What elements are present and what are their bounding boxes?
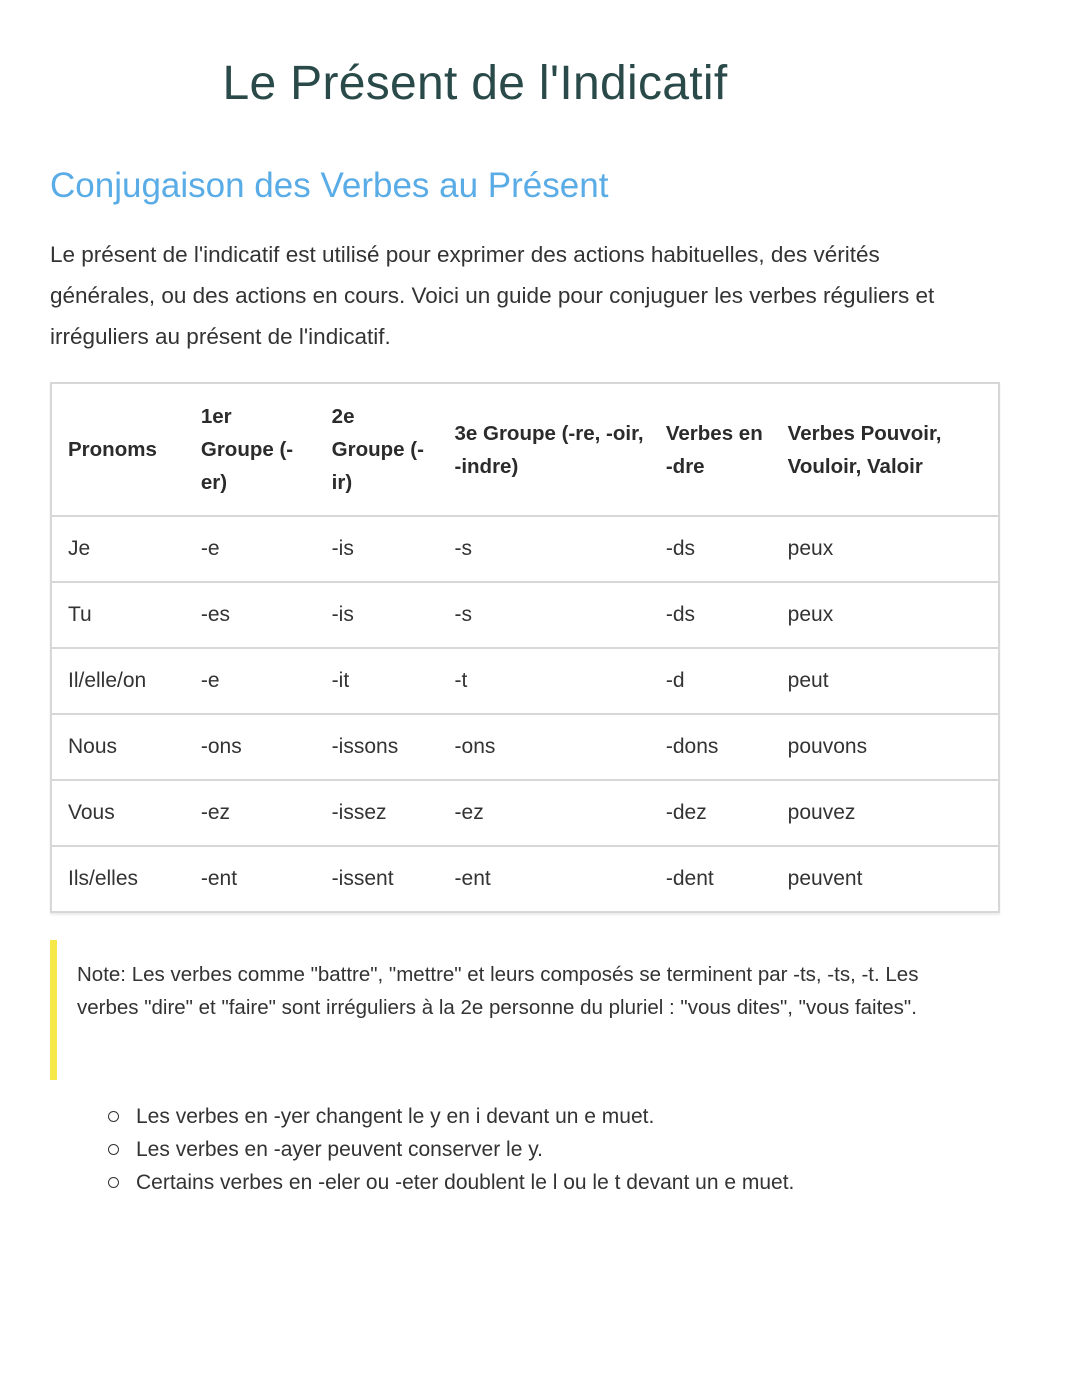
cell-1er-groupe: -ent xyxy=(200,867,238,890)
cell-verbes-en-dre: -ds xyxy=(650,516,772,582)
list-item xyxy=(134,1166,794,1199)
cell-3e-groupe: -s xyxy=(439,582,650,648)
cell-3e-groupe: -t xyxy=(439,648,650,714)
cell-1er-groupe: -e xyxy=(185,516,316,582)
intro-paragraph: Le présent de l'indicatif est utilisé pour exprimer des actions habituelles, des vérités générales, ou des actions en cours. Voici un guide pour conjuguer les verbes réguliers et irréguliers au présent de l'indicatif. xyxy=(50,242,935,349)
cell-2e-groupe: -is xyxy=(316,516,439,582)
cell-verbes-en-dre: -dez xyxy=(650,780,772,846)
cell-verbes-en-dre: -dent xyxy=(665,867,714,890)
table-row xyxy=(51,648,999,714)
section-heading: Conjugaison des Verbes au Présent xyxy=(50,166,609,205)
cell-pouvoir: pouvez xyxy=(772,780,999,846)
cell-verbes-en-dre: -ds xyxy=(650,582,772,648)
cell-pronom: Vous xyxy=(51,780,185,846)
cell-3e-groupe: -ent xyxy=(454,867,491,890)
cell-2e-groupe: -issez xyxy=(316,780,439,846)
cell-pouvoir: peux xyxy=(772,582,999,648)
table-row xyxy=(51,516,999,582)
cell-pronom: Je xyxy=(51,516,185,582)
table-row xyxy=(51,714,999,780)
circle-bullet-icon xyxy=(108,1144,119,1155)
cell-pouvoir: peuvent xyxy=(787,867,863,890)
list-item-text: Les verbes en -yer changent le y en i devant un e muet. xyxy=(136,1105,655,1128)
header-1er-groupe: 1er Groupe (-er) xyxy=(185,383,316,516)
list-item-text: Certains verbes en -eler ou -eter doublent le l ou le t devant un e muet. xyxy=(136,1171,795,1194)
cell-pouvoir: peut xyxy=(772,648,999,714)
cell-2e-groupe: -issent xyxy=(331,867,394,890)
conjugation-table xyxy=(50,382,1000,913)
cell-pronom: Tu xyxy=(51,582,185,648)
table-header-row xyxy=(51,383,999,516)
cell-pouvoir: peux xyxy=(772,516,999,582)
cell-pronom: Il/elle/on xyxy=(51,648,185,714)
cell-2e-groupe: -issons xyxy=(316,714,439,780)
cell-verbes-en-dre: -d xyxy=(650,648,772,714)
cell-pronom: Ils/elles xyxy=(68,867,139,890)
cell-1er-groupe: -ons xyxy=(185,714,316,780)
cell-1er-groupe: -es xyxy=(185,582,316,648)
header-3e-groupe: 3e Groupe (-re, -oir, -indre) xyxy=(439,383,650,516)
cell-2e-groupe: -it xyxy=(316,648,439,714)
cell-verbes-en-dre: -dons xyxy=(650,714,772,780)
cell-1er-groupe: -ez xyxy=(185,780,316,846)
circle-bullet-icon xyxy=(108,1111,119,1122)
rules-list xyxy=(134,1100,794,1199)
list-item xyxy=(134,1133,794,1166)
cell-1er-groupe: -e xyxy=(185,648,316,714)
cell-pouvoir: pouvons xyxy=(772,714,999,780)
header-2e-groupe: 2e Groupe (-ir) xyxy=(316,383,439,516)
table-row xyxy=(51,846,999,912)
header-pouvoir-vouloir-valoir: Verbes Pouvoir, Vouloir, Valoir xyxy=(772,383,999,516)
table-row xyxy=(51,780,999,846)
header-verbes-en-dre: Verbes en -dre xyxy=(650,383,772,516)
header-pronoms: Pronoms xyxy=(51,383,185,516)
list-item xyxy=(134,1100,794,1133)
circle-bullet-icon xyxy=(108,1177,119,1188)
cell-3e-groupe: -s xyxy=(439,516,650,582)
cell-pronom: Nous xyxy=(51,714,185,780)
page-title: Le Présent de l'Indicatif xyxy=(222,57,728,110)
list-item-text: Les verbes en -ayer peuvent conserver le y. xyxy=(136,1138,543,1161)
cell-2e-groupe: -is xyxy=(316,582,439,648)
table-row xyxy=(51,582,999,648)
cell-3e-groupe: -ez xyxy=(439,780,650,846)
cell-3e-groupe: -ons xyxy=(439,714,650,780)
note-callout: Note: Les verbes comme "battre", "mettre" et leurs composés se terminent par -ts, -ts, -t. Les verbes "dire" et "faire" sont irréguliers à la 2e personne du pluriel : "vous dites", "vous faites". xyxy=(50,940,990,1080)
